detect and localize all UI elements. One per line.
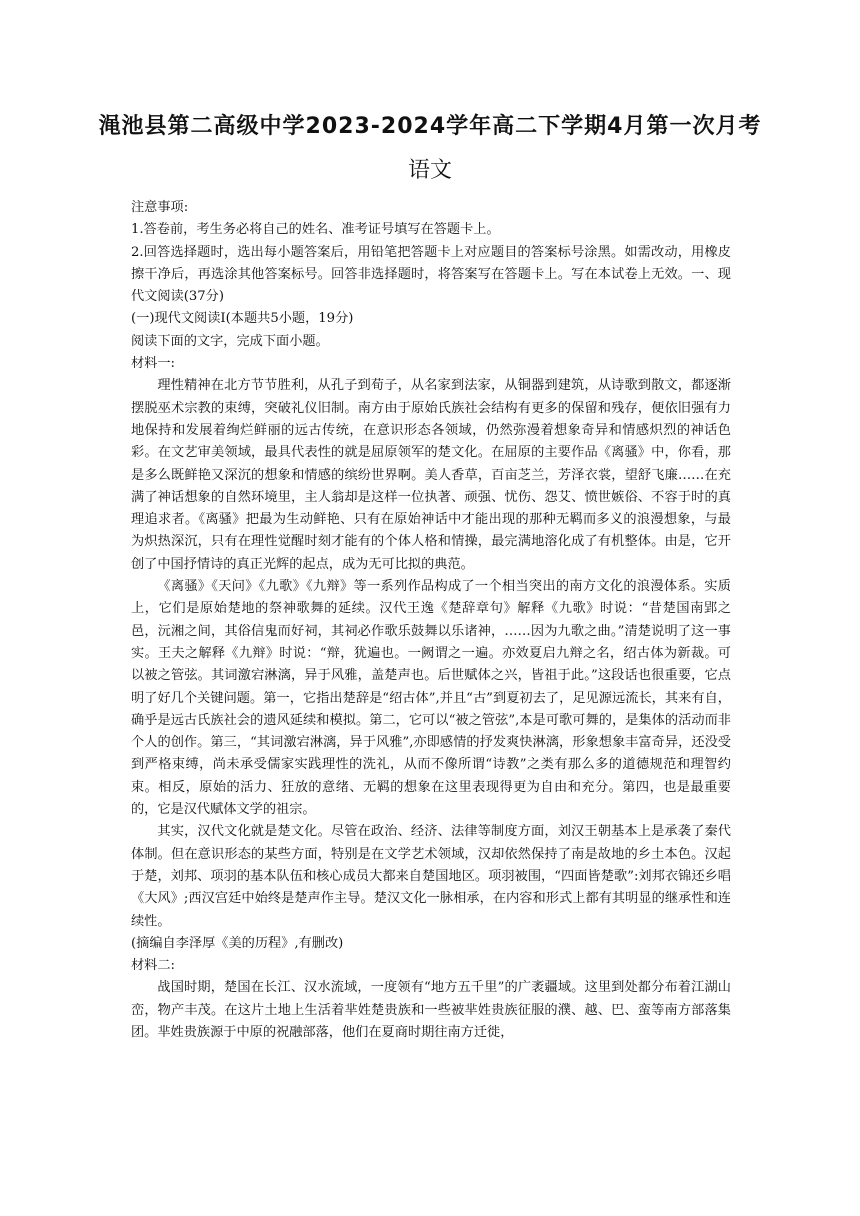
material-paragraph: 战国时期，楚国在长江、汉水流域，一度领有“地方五千里”的广袤疆域。这里到处都分布着江湖山峦，物产丰茂。在这片土地上生活着芈姓楚贵族和一些被芈姓贵族征服的濮、越、巴、蛮等南方部落集团。芈姓贵族源于中原的祝融部落，他们在夏商时期往南方迁徙， [131, 980, 731, 1040]
notice-item: 2.回答选择题时，选出每小题答案后，用铅笔把答题卡上对应题目的答案标号涂黑。如需改动，用橡皮擦干净后，再选涂其他答案标号。回答非选择题时，将答案写在答题卡上。写在本试卷上无效。一、现代文阅读(37分) [131, 244, 731, 305]
notice-heading: 注意事项: [131, 200, 189, 215]
exam-body [131, 197, 731, 1044]
material-source: (摘编自李泽厚《美的历程》,有删改) [131, 935, 344, 951]
exam-title: 渑池县第二高级中学2023-2024学年高二下学期4月第一次月考 [98, 114, 762, 139]
section-subheading: (一)现代文阅读I(本题共5小题，19分) [131, 311, 354, 327]
material-label: 材料一: [131, 356, 176, 372]
material-paragraph: 《离骚》《天问》《九歌》《九辩》等一系列作品构成了一个相当突出的南方文化的浪漫体系。实质上，它们是原始楚地的祭神歌舞的延续。汉代王逸《楚辞章句》解释《九歌》时说：“昔楚国南郢之邑，沅湘之间，其俗信鬼而好祠，其祠必作歌乐鼓舞以乐诸神，……因为九歌之曲。”清楚说明了这一事实。王夫之解释《九辩》时说：“辩，犹遍也。一阙谓之一遍。亦效夏启九辩之名，绍古体为新裁。可以被之管弦。其词激宕淋漓，异于风雅，盖楚声也。后世赋体之兴，皆祖于此。”这段话也很重要，它点明了好几个关键问题。第一，它指出楚辞是“绍古体”,并且“古”到夏初去了，足见源远流长，其来有自，确乎是远古氏族社会的遗风延续和模拟。第二，它可以“被之管弦”,本是可歌可舞的，是集体的活动而非个人的创作。第三，“其词激宕淋漓，异于风雅”,亦即感情的抒发爽快淋漓，形象想象丰富奇异，还没受到严格束缚，尚未承受儒家实践理性的洗礼，从而不像所谓“诗教”之类有那么多的道德规范和理智约束。相反，原始的活力、狂放的意绪、无羁的想象在这里表现得更为自由和充分。第四，也是最重要的，它是汉代赋体文学的祖宗。 [131, 579, 731, 818]
material-label: 材料二: [131, 958, 176, 974]
material-paragraph: 其实，汉代文化就是楚文化。尽管在政治、经济、法律等制度方面，刘汉王朝基本上是承袭了秦代体制。但在意识形态的某些方面，特别是在文学艺术领域，汉却依然保持了南是故地的乡土本色。汉起于楚，刘邦、项羽的基本队伍和核心成员大都来自楚国地区。项羽被围，“四面皆楚歌”:刘邦衣锦还乡唱《大风》;西汉宫廷中始终是楚声作主导。楚汉文化一脉相承，在内容和形式上都有其明显的继承性和连续性。 [131, 824, 731, 929]
subject-title: 语文 [407, 158, 452, 183]
notice-item: 1.答卷前，考生务必将自己的姓名、准考证号填写在答题卡上。 [131, 222, 500, 238]
section-instruction: 阅读下面的文字，完成下面小题。 [131, 333, 329, 349]
material-paragraph: 理性精神在北方节节胜利，从孔子到荀子，从名家到法家，从铜器到建筑，从诗歌到散文，都逐渐摆脱巫术宗教的束缚，突破礼仪旧制。南方由于原始氏族社会结构有更多的保留和残存，便依旧强有力地保持和发展着绚烂鲜丽的远古传统，在意识形态各领域，仍然弥漫着想象奇异和情感炽烈的神话色彩。在文艺审美领域，最具代表性的就是屈原领军的楚文化。在屈原的主要作品《离骚》中，你看，那是多么既鲜艳又深沉的想象和情感的缤纷世界啊。美人香草，百亩芝兰，芳泽衣裳，望舒飞廉……在充满了神话想象的自然环境里，主人翁却是这样一位执著、顽强、忧伤、怨艾、愤世嫉俗、不容于时的真理追求者。《离骚》把最为生动鲜艳、只有在原始神话中才能出现的那种无羁而多义的浪漫想象，与最为炽热深沉，只有在理性觉醒时刻才能有的个体人格和情操，最完满地溶化成了有机整体。由是，它开创了中国抒情诗的真正光辉的起点，成为无可比拟的典范。 [131, 378, 731, 572]
